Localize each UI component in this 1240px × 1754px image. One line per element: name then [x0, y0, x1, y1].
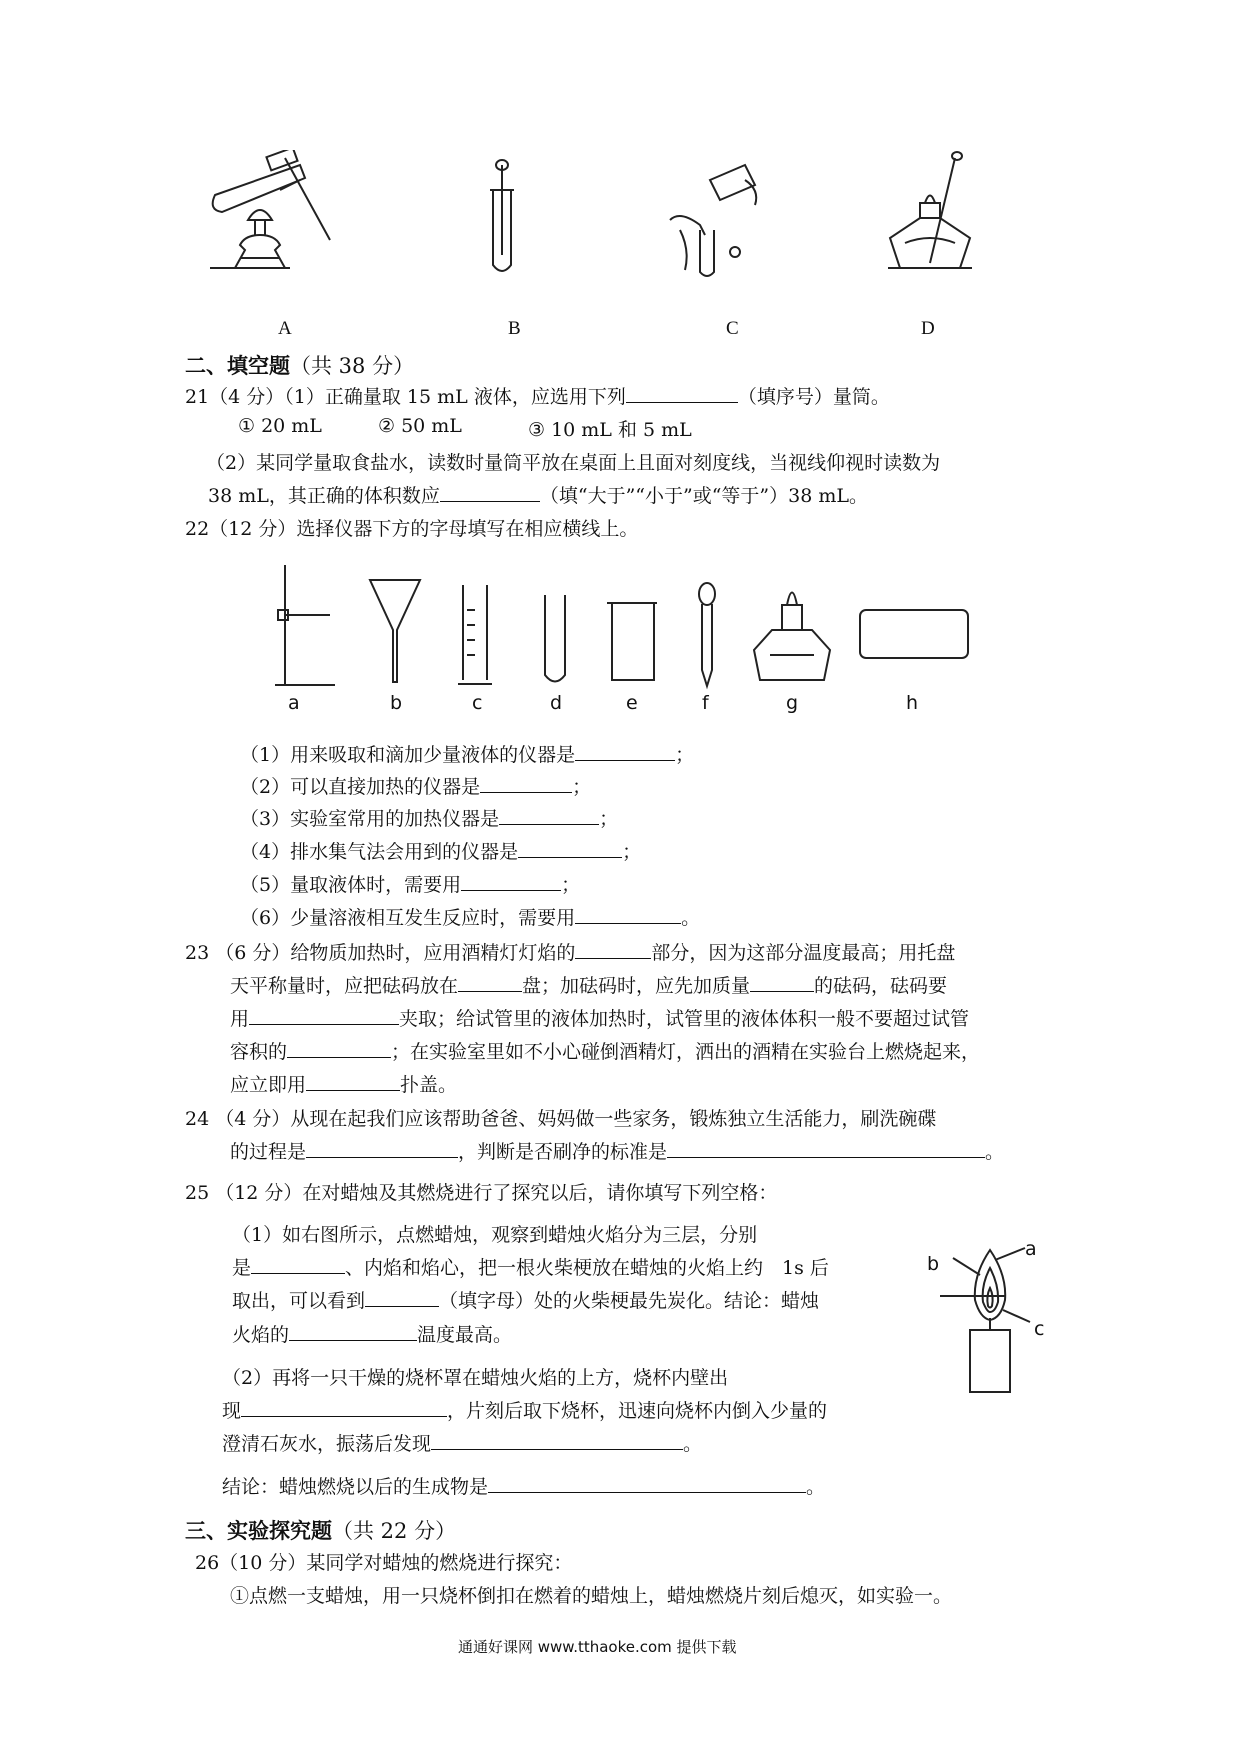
- q26-line1: ①点燃一支蜡烛，用一只烧杯倒扣在燃着的蜡烛上，蜡烛燃烧片刻后熄灭，如实验一。: [230, 1585, 953, 1607]
- page-footer: [458, 1636, 737, 1657]
- q24-line2-start: 的过程是: [230, 1141, 307, 1163]
- q23-blank-4[interactable]: [249, 1006, 399, 1025]
- section-2-points: （共 38 分）: [290, 354, 415, 378]
- figure-trough: [855, 605, 975, 665]
- q25-blank-5[interactable]: [431, 1431, 683, 1450]
- q25-conclusion-start: 结论：蜡烛燃烧以后的生成物是: [222, 1476, 489, 1498]
- q22-blank-6[interactable]: [575, 905, 681, 924]
- q23-line3-end: 夹取；给试管里的液体加热时，试管里的液体体积一般不要超过试管: [399, 1008, 970, 1030]
- q23-line5-start: 应立即用: [230, 1074, 307, 1096]
- section-2-heading: [185, 350, 414, 380]
- q22-item-4: （4）排水集气法会用到的仪器是: [240, 841, 519, 863]
- q22-item-1-end: ；: [675, 744, 695, 766]
- q23-blank-6[interactable]: [306, 1072, 400, 1091]
- figure-b-test-tube-swab: [480, 155, 530, 280]
- figure-test-tube: [538, 590, 572, 690]
- q22-stem: 22（12 分）选择仪器下方的字母填写在相应横线上。: [185, 518, 639, 540]
- instrument-label-b: b: [390, 692, 403, 714]
- section-3-title: 三、实验探究题: [185, 1518, 332, 1543]
- q25-p2-line2-end: ，片刻后取下烧杯，迅速向烧杯内倒入少量的: [447, 1400, 828, 1422]
- q26-stem: 26（10 分）某同学对蜡烛的燃烧进行探究：: [195, 1552, 573, 1574]
- figure-graduated-cylinder: [455, 580, 495, 690]
- q22-blank-1[interactable]: [575, 742, 675, 761]
- q25-p1-line2-start: 是: [232, 1257, 252, 1279]
- q23-line2-end: 的砝码，砝码要: [814, 975, 948, 997]
- q21-option-2: ② 50 mL: [378, 415, 462, 437]
- q24-blank-1[interactable]: [306, 1139, 458, 1158]
- footer-text: 通通好课网 www.tthaoke.com 提供下载: [458, 1638, 737, 1656]
- q25-blank-3[interactable]: [289, 1322, 417, 1341]
- q23-line1-start: 23 （6 分）给物质加热时，应用酒精灯灯焰的: [185, 942, 576, 964]
- q23-line4-start: 容积的: [230, 1041, 288, 1063]
- figure-label-a: A: [278, 318, 292, 339]
- q23-line2-start: 天平称量时，应把砝码放在: [230, 975, 459, 997]
- q23-blank-2[interactable]: [458, 973, 522, 992]
- figure-a-heating-test-tube: [200, 150, 370, 280]
- q22-item-3: （3）实验室常用的加热仪器是: [240, 808, 500, 830]
- q23-line1-end: 部分，因为这部分温度最高；用托盘: [651, 942, 956, 964]
- q23-line5-end: 扑盖。: [400, 1074, 458, 1096]
- q23-blank-3[interactable]: [750, 973, 814, 992]
- q21-line3-start: 38 mL，其正确的体积数应: [208, 485, 440, 507]
- q22-item-5: （5）量取液体时，需要用: [240, 874, 462, 896]
- figure-iron-stand: [270, 560, 340, 690]
- section-2-title: 二、填空题: [185, 353, 290, 378]
- q25-blank-2[interactable]: [365, 1288, 439, 1307]
- q22-blank-3[interactable]: [499, 806, 599, 825]
- figure-label-d: D: [921, 318, 935, 339]
- q23-line3-start: 用: [230, 1008, 250, 1030]
- q23-blank-1[interactable]: [575, 940, 651, 959]
- q25-p2-line2-start: 现: [222, 1400, 242, 1422]
- q25-p1-line1: （1）如右图所示，点燃蜡烛，观察到蜡烛火焰分为三层，分别: [232, 1224, 758, 1246]
- q25-p1-line4-start: 火焰的: [232, 1324, 290, 1346]
- q24-line2-mid: ，判断是否刷净的标准是: [458, 1141, 668, 1163]
- q25-p1-line4-end: 温度最高。: [417, 1324, 513, 1346]
- figure-d-burning-spoon: [880, 148, 980, 278]
- q23-blank-5[interactable]: [287, 1039, 391, 1058]
- q21-line3-end: （填“大于”“小于”或“等于”）38 mL。: [539, 485, 868, 507]
- section-3-heading: [185, 1515, 456, 1545]
- q22-item-2-end: ；: [572, 776, 592, 798]
- q22-item-1: （1）用来吸取和滴加少量液体的仪器是: [240, 744, 576, 766]
- figure-funnel: [365, 570, 425, 690]
- candle-label-b: b: [927, 1253, 940, 1275]
- q24-blank-2[interactable]: [667, 1139, 985, 1158]
- instrument-label-e: e: [626, 692, 638, 714]
- q25-p1-line3-end: （填字母）处的火柴梗最先炭化。结论：蜡烛: [439, 1290, 820, 1312]
- figure-candle-flame: [935, 1230, 1055, 1395]
- q25-p1-line3-start: 取出，可以看到: [232, 1290, 366, 1312]
- q24-line2-end: 。: [985, 1141, 1005, 1163]
- candle-label-c: c: [1034, 1318, 1045, 1340]
- q21-line1-start: 21（4 分）（1）正确量取 15 mL 液体，应选用下列: [185, 386, 626, 408]
- figure-alcohol-lamp: [752, 575, 832, 685]
- instrument-label-g: g: [786, 692, 799, 714]
- section-3-points: （共 22 分）: [332, 1519, 457, 1543]
- q21-option-1: ① 20 mL: [238, 415, 322, 437]
- figure-c-adding-solid: [660, 160, 770, 280]
- candle-label-a: a: [1025, 1238, 1037, 1260]
- q25-p2-line3-start: 澄清石灰水，振荡后发现: [222, 1433, 432, 1455]
- q22-item-4-end: ；: [622, 841, 642, 863]
- q25-stem: 25 （12 分）在对蜡烛及其燃烧进行了探究以后，请你填写下列空格：: [185, 1182, 778, 1204]
- q25-p2-line1: （2）再将一只干燥的烧杯罩在蜡烛火焰的上方，烧杯内壁出: [222, 1367, 729, 1389]
- q22-blank-2[interactable]: [480, 774, 572, 793]
- q22-blank-5[interactable]: [461, 872, 561, 891]
- figure-beaker: [602, 598, 662, 688]
- instrument-label-c: c: [472, 692, 483, 714]
- q21-blank-2[interactable]: [440, 483, 540, 502]
- q22-item-6-end: 。: [681, 907, 701, 929]
- q25-conclusion-end: 。: [806, 1476, 826, 1498]
- q25-p1-line2-end: 、内焰和焰心，把一根火柴梗放在蜡烛的火焰上约 1s 后: [345, 1257, 829, 1279]
- q25-blank-4[interactable]: [241, 1398, 447, 1417]
- q24-line1: 24 （4 分）从现在起我们应该帮助爸爸、妈妈做一些家务，锻炼独立生活能力，刷洗碗碟: [185, 1108, 937, 1130]
- q21-line1-end: （填序号）量筒。: [737, 386, 890, 408]
- q25-p2-line3-end: 。: [683, 1433, 703, 1455]
- q22-item-6: （6）少量溶液相互发生反应时，需要用: [240, 907, 576, 929]
- q21-line2: （2）某同学量取食盐水，读数时量筒平放在桌面上且面对刻度线，当视线仰视时读数为: [206, 452, 941, 474]
- figure-label-b: B: [508, 318, 521, 339]
- instrument-label-f: f: [702, 692, 709, 714]
- q21-blank-1[interactable]: [626, 384, 738, 403]
- instrument-label-d: d: [550, 692, 563, 714]
- q21-option-3: ③ 10 mL 和 5 mL: [528, 419, 692, 441]
- q23-line2-mid: 盘；加砝码时，应先加质量: [522, 975, 751, 997]
- figure-dropper: [692, 580, 722, 690]
- q25-blank-1[interactable]: [251, 1255, 345, 1274]
- q22-item-2: （2）可以直接加热的仪器是: [240, 776, 481, 798]
- q23-line4-end: ；在实验室里如不小心碰倒酒精灯，洒出的酒精在实验台上燃烧起来，: [391, 1041, 981, 1063]
- q22-blank-4[interactable]: [518, 839, 622, 858]
- q22-item-3-end: ；: [599, 808, 619, 830]
- q25-blank-6[interactable]: [488, 1474, 806, 1493]
- instrument-label-a: a: [288, 692, 300, 714]
- instrument-label-h: h: [906, 692, 919, 714]
- q22-item-5-end: ；: [561, 874, 581, 896]
- figure-label-c: C: [726, 318, 739, 339]
